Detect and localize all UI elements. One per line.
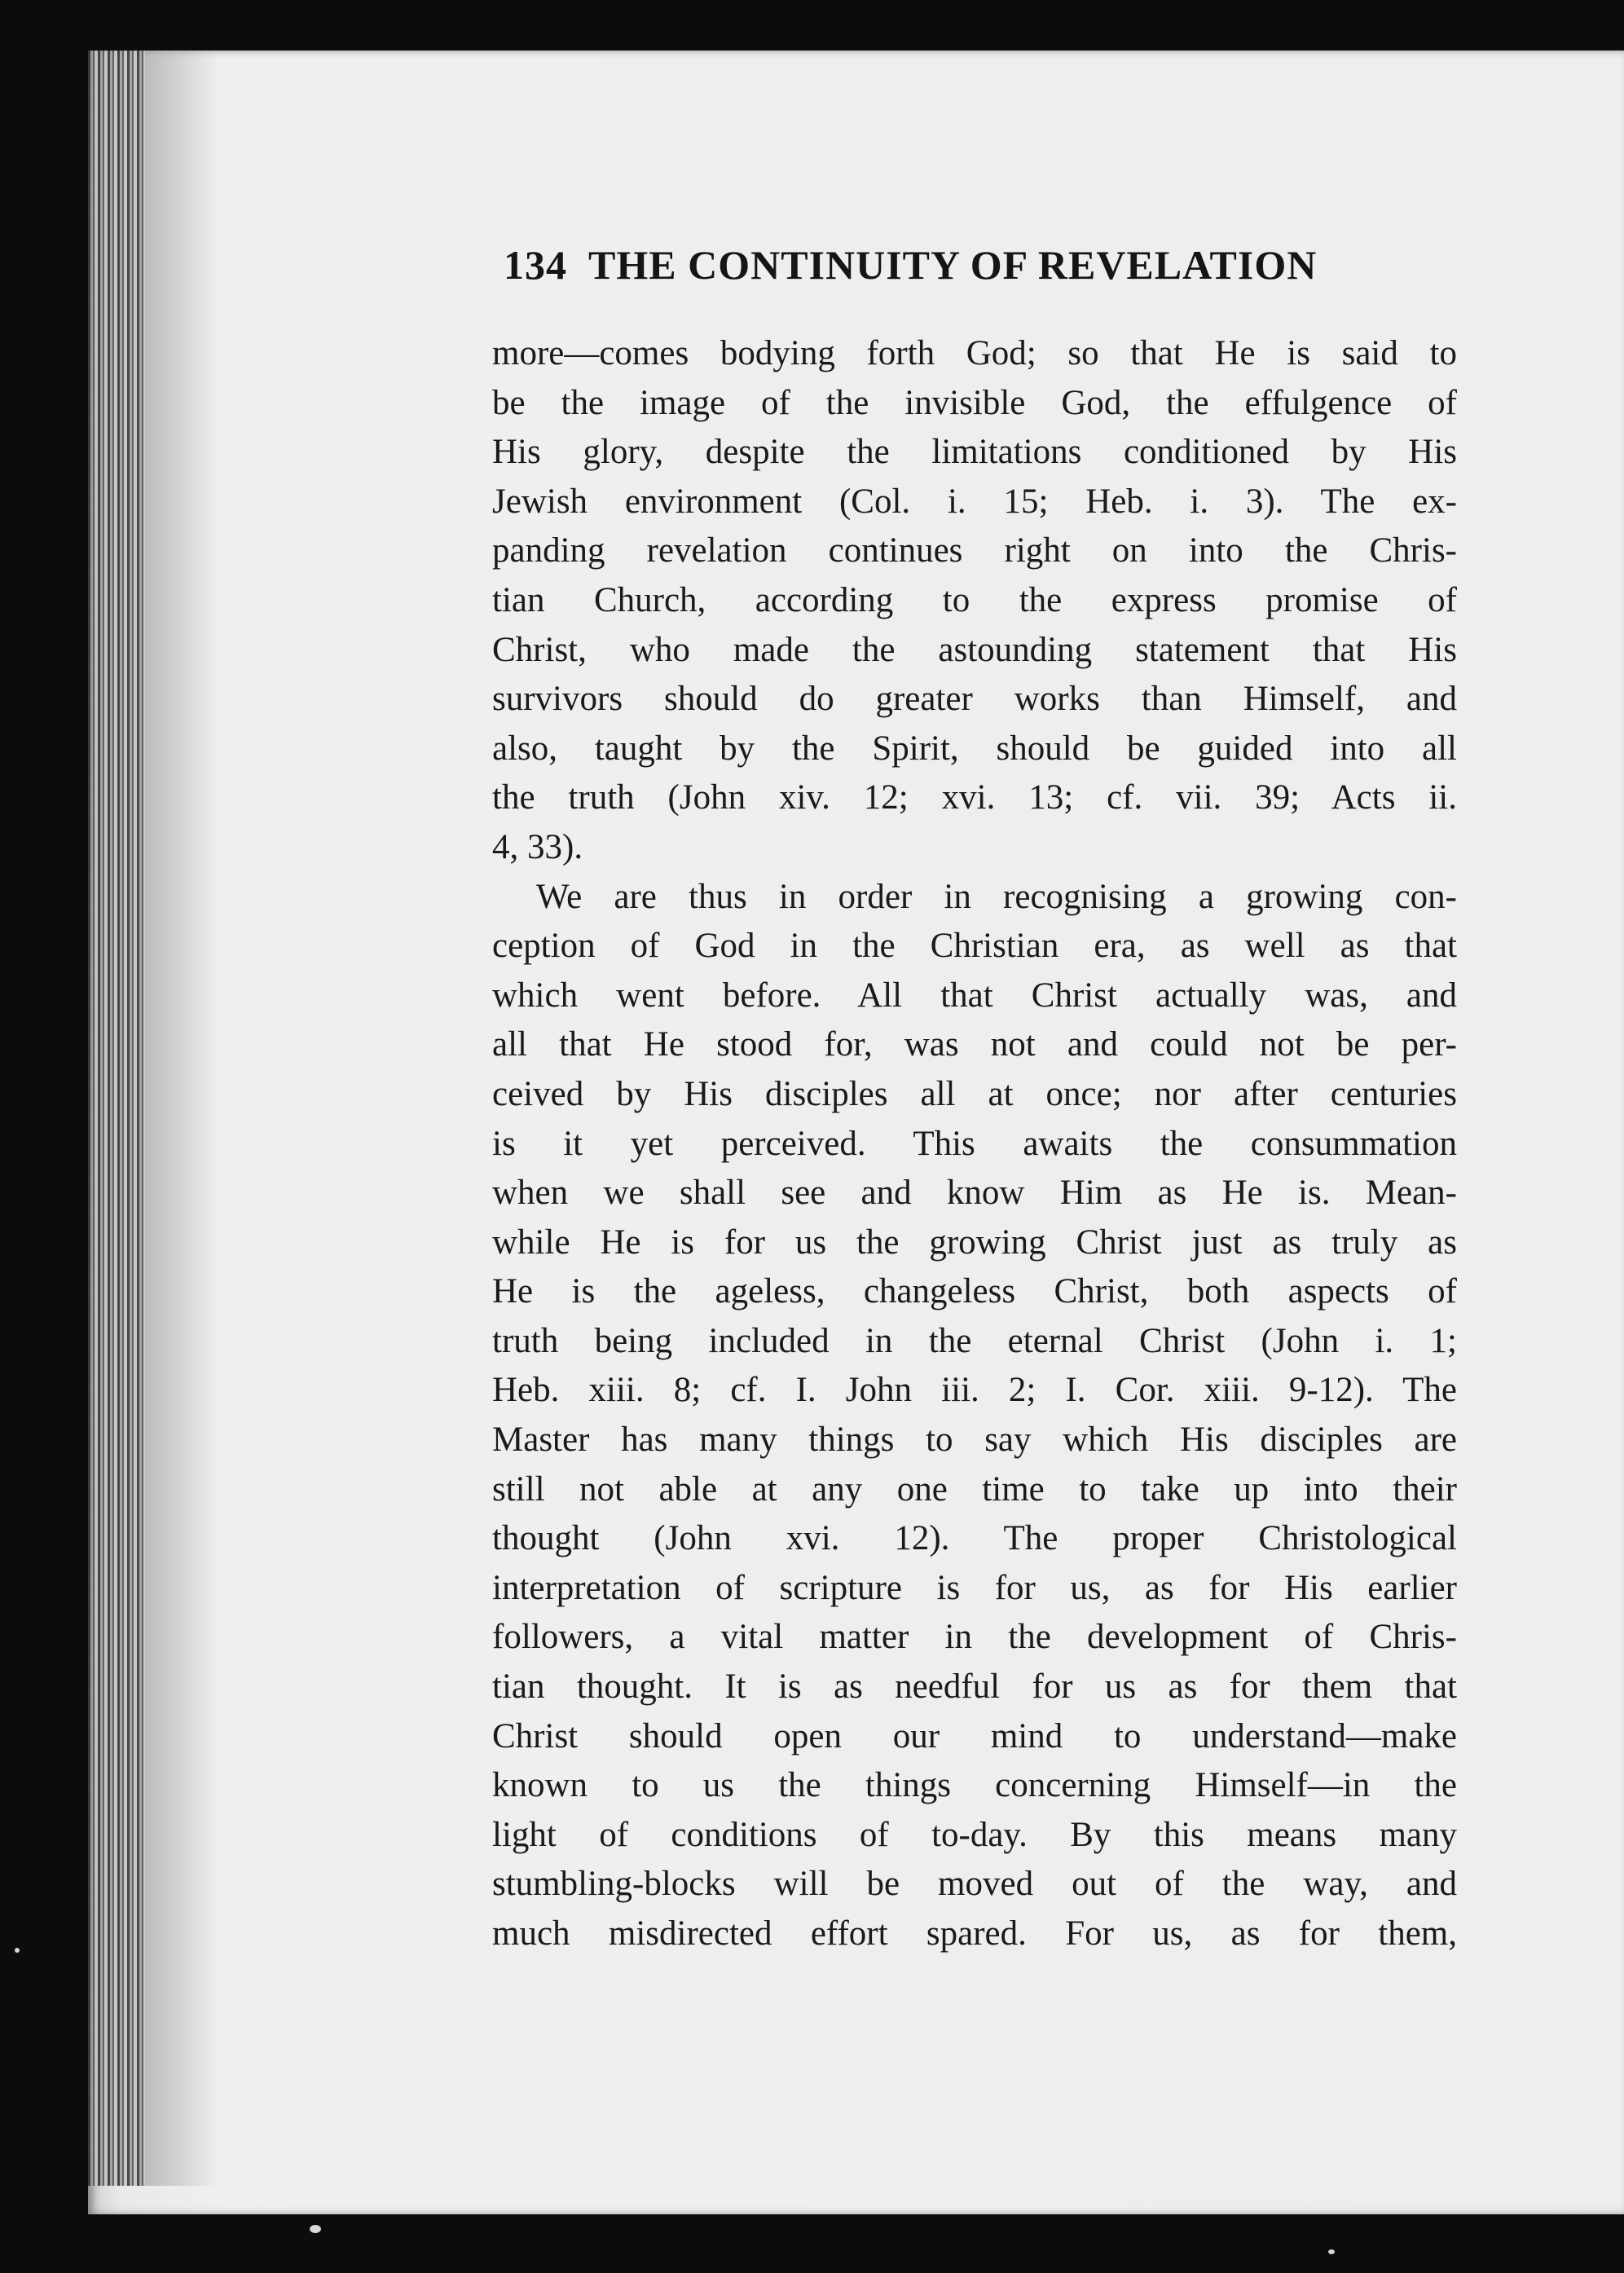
scan-speck bbox=[1328, 2249, 1335, 2254]
text-line: the truth (John xiv. 12; xvi. 13; cf. vii. 39; Acts ii. bbox=[492, 778, 1457, 817]
text-line: He is the ageless, changeless Christ, both aspects of bbox=[492, 1272, 1457, 1311]
text-line: Jewish environment (Col. i. 15; Heb. i. 3). The ex- bbox=[492, 482, 1457, 521]
text-line: still not able at any one time to take up into their bbox=[492, 1469, 1457, 1509]
text-line: all that He stood for, was not and could not be per- bbox=[492, 1025, 1457, 1064]
text-line: Christ, who made the astounding statement that His bbox=[492, 630, 1457, 669]
text-line: Heb. xiii. 8; cf. I. John iii. 2; I. Cor. xiii. 9-12). The bbox=[492, 1371, 1457, 1410]
binding-shadow bbox=[145, 51, 218, 2186]
running-title: THE CONTINUITY OF REVELATION bbox=[588, 242, 1318, 288]
text-line: light of conditions of to-day. By this means many bbox=[492, 1815, 1457, 1854]
text-line: ception of God in the Christian era, as well as that bbox=[492, 927, 1457, 966]
text-line: panding revelation continues right on into the Chris- bbox=[492, 531, 1457, 570]
text-line: tian Church, according to the express promise of bbox=[492, 580, 1457, 619]
page-binding-edge bbox=[88, 51, 145, 2186]
paragraph-start-line: We are thus in order in recognising a growing con- bbox=[536, 877, 1457, 916]
text-line: followers, a vital matter in the development of Chris- bbox=[492, 1618, 1457, 1657]
text-line: Christ should open our mind to understand—make bbox=[492, 1716, 1457, 1755]
text-line: which went before. All that Christ actually was, and bbox=[492, 976, 1457, 1015]
text-line: is it yet perceived. This awaits the consummation bbox=[492, 1124, 1457, 1163]
text-line: stumbling-blocks will be moved out of the way, and bbox=[492, 1865, 1457, 1904]
scan-speck bbox=[15, 1948, 20, 1953]
text-line: ceived by His disciples all at once; nor after centuries bbox=[492, 1074, 1457, 1113]
text-line: known to us the things concerning Himself—in the bbox=[492, 1766, 1457, 1805]
text-line: tian thought. It is as needful for us as for them that bbox=[492, 1667, 1457, 1707]
text-line: much misdirected effort spared. For us, as for them, bbox=[492, 1914, 1457, 1953]
text-line: Master has many things to say which His disciples are bbox=[492, 1421, 1457, 1460]
paragraph-end-line: 4, 33). bbox=[492, 827, 583, 866]
scan-speck bbox=[310, 2225, 321, 2233]
body-text bbox=[492, 329, 1457, 1959]
text-line: when we shall see and know Him as He is. Mean- bbox=[492, 1174, 1457, 1213]
text-line: truth being included in the eternal Christ (John i. 1; bbox=[492, 1321, 1457, 1360]
text-line: also, taught by the Spirit, should be guided into all bbox=[492, 729, 1457, 768]
text-line: more—comes bodying forth God; so that He is said to bbox=[492, 334, 1457, 372]
text-line: while He is for us the growing Christ just as truly as bbox=[492, 1222, 1457, 1262]
text-line: His glory, despite the limitations conditioned by His bbox=[492, 433, 1457, 472]
running-header bbox=[504, 241, 1441, 289]
text-line: survivors should do greater works than Himself, and bbox=[492, 680, 1457, 719]
page-number: 134 bbox=[504, 242, 567, 288]
text-line: interpretation of scripture is for us, as for His earlier bbox=[492, 1568, 1457, 1607]
text-line: be the image of the invisible God, the effulgence of bbox=[492, 383, 1457, 422]
text-line: thought (John xvi. 12). The proper Christological bbox=[492, 1519, 1457, 1558]
